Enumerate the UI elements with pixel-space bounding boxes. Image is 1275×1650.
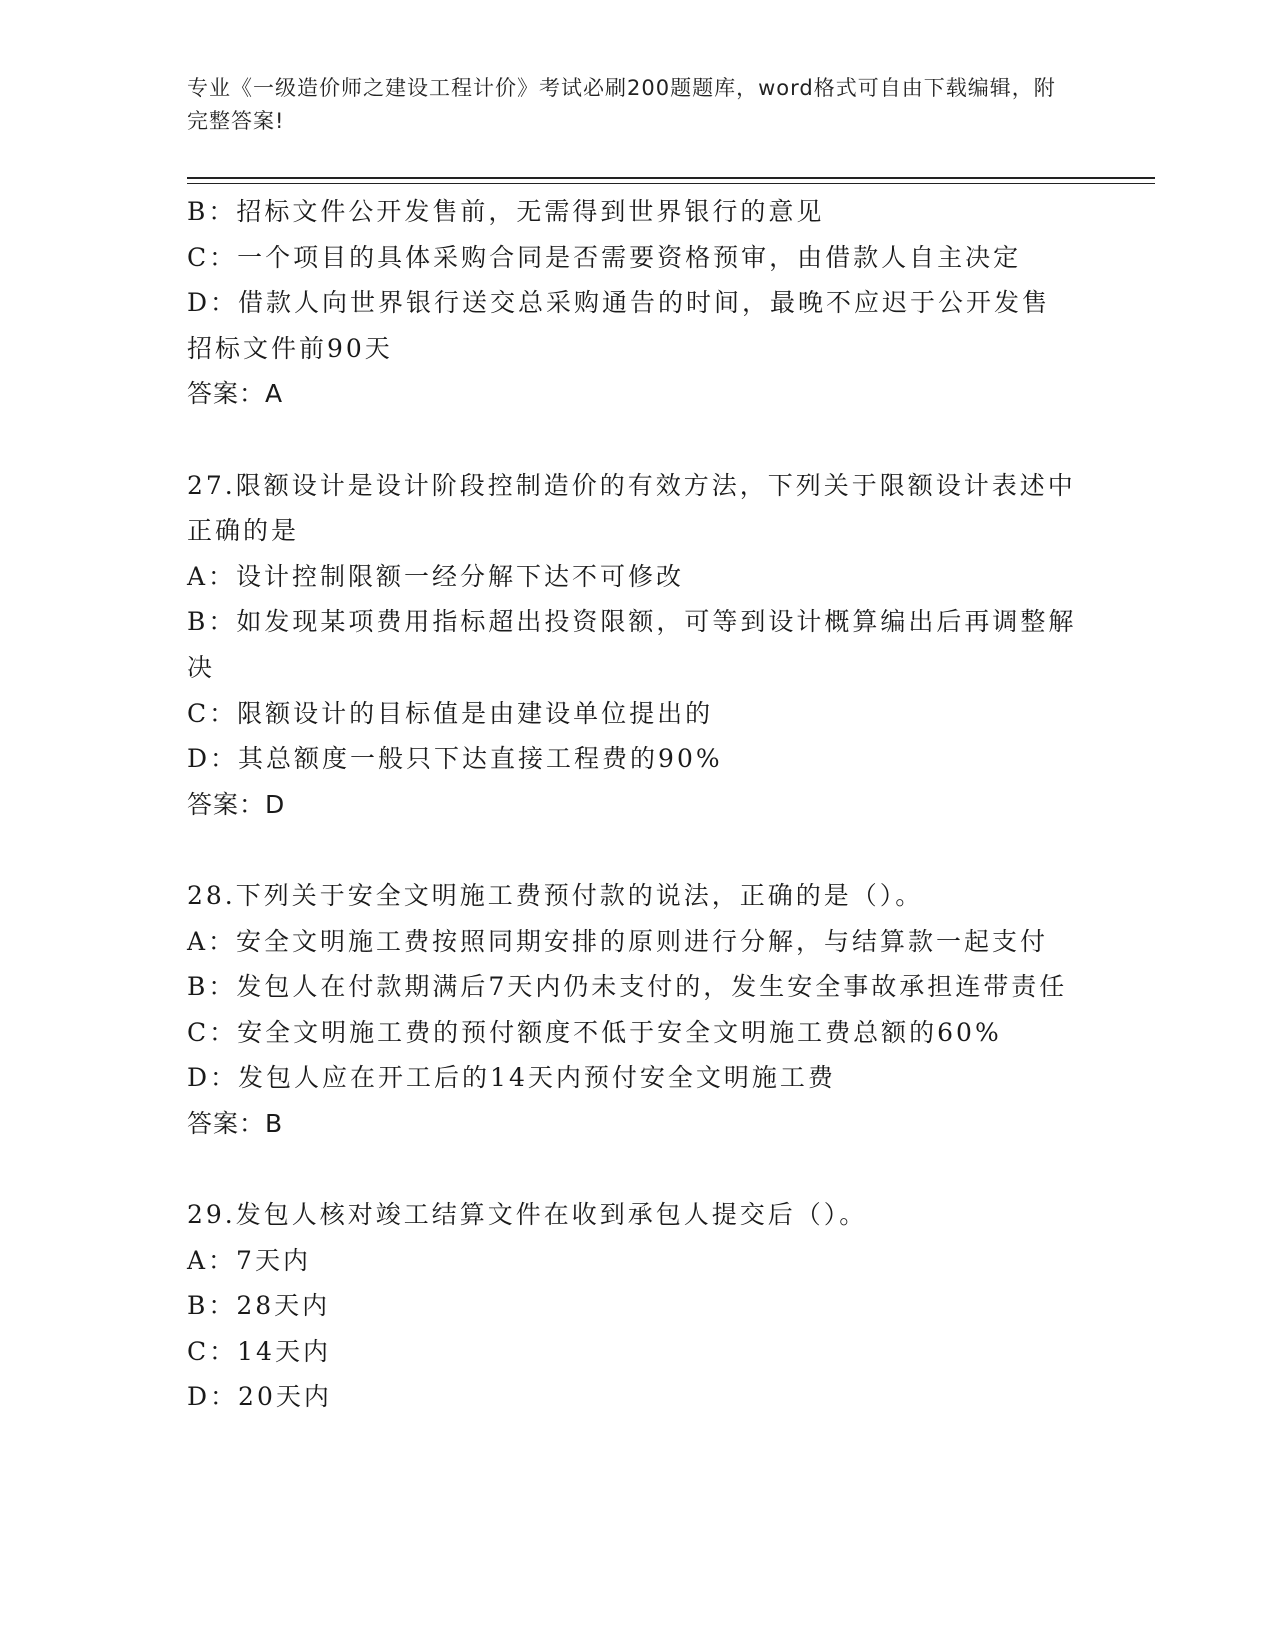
option-d: D：发包人应在开工后的14天内预付安全文明施工费 xyxy=(187,1063,836,1093)
document-body xyxy=(187,189,1077,1420)
option-b: B：发包人在付款期满后7天内仍未支付的，发生安全事故承担连带责任 xyxy=(187,972,1068,1002)
option-b: B：招标文件公开发售前，无需得到世界银行的意见 xyxy=(187,197,825,226)
answer-line: 答案：A xyxy=(187,379,284,409)
option-a: A：7天内 xyxy=(187,1245,311,1275)
option-a: A：设计控制限额一经分解下达不可修改 xyxy=(187,561,685,591)
option-a: A：安全文明施工费按照同期安排的原则进行分解，与结算款一起支付 xyxy=(187,926,1049,956)
answer-line: 答案：B xyxy=(187,1108,284,1138)
option-c: C：14天内 xyxy=(187,1336,331,1366)
spacer xyxy=(187,417,1077,463)
header-divider-thin xyxy=(187,183,1155,184)
question-26-continued xyxy=(187,189,1077,417)
question-28 xyxy=(187,873,1077,1147)
option-c: C：限额设计的目标值是由建设单位提出的 xyxy=(187,698,714,728)
option-b: B：如发现某项费用指标超出投资限额，可等到设计概算编出后再调整解决 xyxy=(187,607,1077,682)
question-stem: 29.发包人核对竣工结算文件在收到承包人提交后（）。 xyxy=(187,1200,868,1230)
option-d: D：借款人向世界银行送交总采购通告的时间，最晚不应迟于公开发售招标文件前90天 xyxy=(187,288,1051,363)
option-c: C：一个项目的具体采购合同是否需要资格预审，由借款人自主决定 xyxy=(187,242,1022,272)
option-d: D：其总额度一般只下达直接工程费的90% xyxy=(187,744,723,774)
page-header: 专业《一级造价师之建设工程计价》考试必刷200题题库，word格式可自由下载编辑，附完整答案! xyxy=(187,76,1056,133)
option-d: D：20天内 xyxy=(187,1382,332,1412)
question-stem: 28.下列关于安全文明施工费预付款的说法，正确的是（）。 xyxy=(187,880,924,910)
spacer xyxy=(187,827,1077,873)
answer-line: 答案：D xyxy=(187,789,286,819)
option-b: B：28天内 xyxy=(187,1291,331,1321)
question-29 xyxy=(187,1192,1077,1420)
question-stem: 27.限额设计是设计阶段控制造价的有效方法，下列关于限额设计表述中正确的是 xyxy=(187,470,1076,546)
option-c: C：安全文明施工费的预付额度不低于安全文明施工费总额的60% xyxy=(187,1017,1002,1047)
header-divider-thick xyxy=(187,177,1155,179)
spacer xyxy=(187,1146,1077,1192)
question-27 xyxy=(187,463,1077,828)
